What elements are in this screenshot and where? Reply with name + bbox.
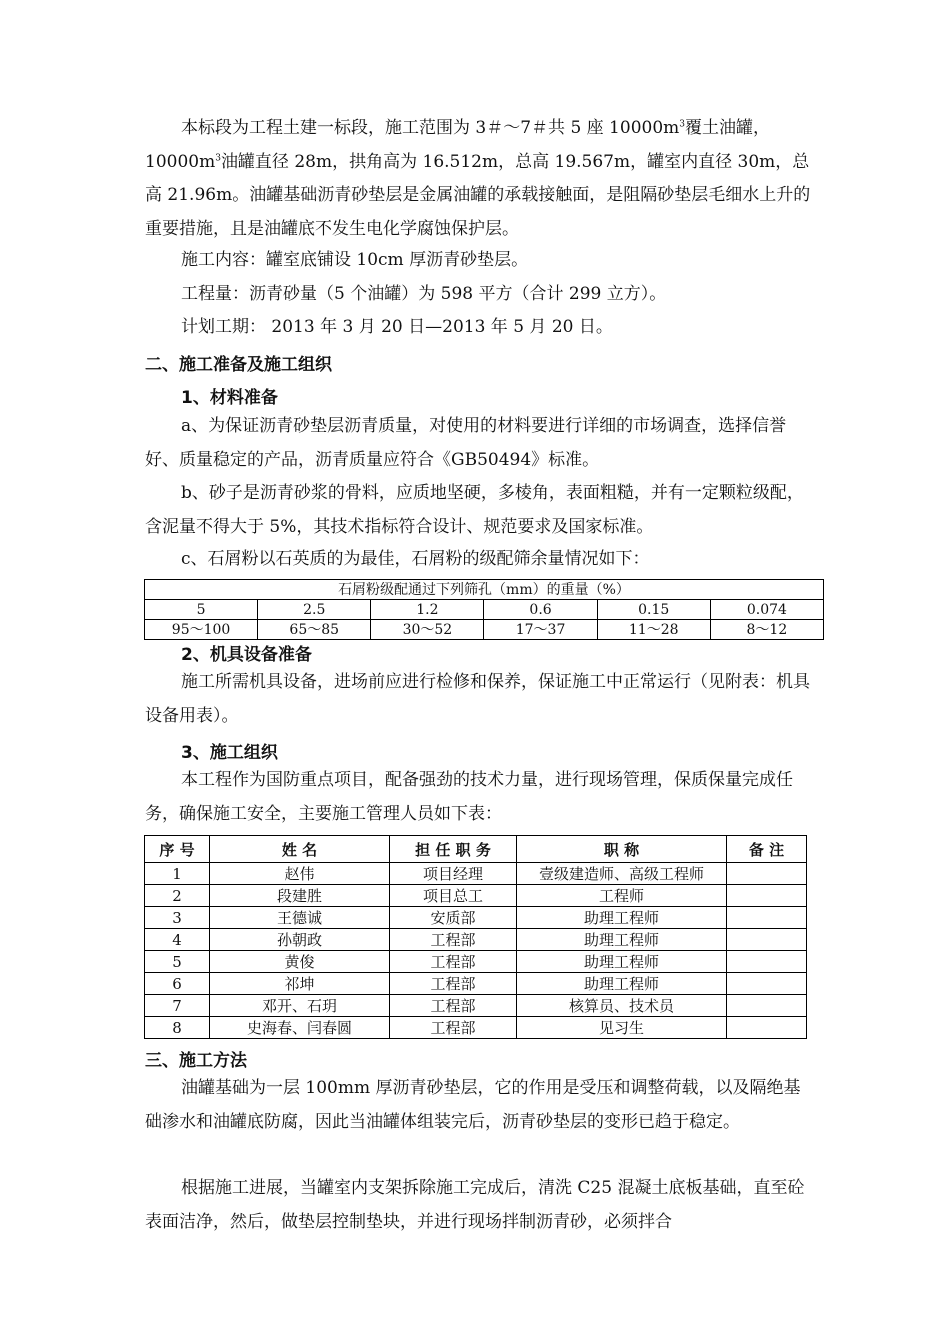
table-cell: 孙朝政 <box>210 929 390 951</box>
table-row <box>145 973 807 995</box>
sieve-range-cell: 11～28 <box>597 620 710 640</box>
table-row <box>145 929 807 951</box>
table-cell: 项目经理 <box>390 863 517 885</box>
sieve-size-cell: 0.6 <box>484 600 597 620</box>
table-cell: 4 <box>145 929 210 951</box>
sieve-size-cell: 1.2 <box>371 600 484 620</box>
table-cell <box>727 907 807 929</box>
materials-heading: 1、材料准备 <box>181 388 278 408</box>
materials-a-paragraph: a、为保证沥青砂垫层沥青质量，对使用的材料要进行详细的市场调查，选择信誉好、质量稳定的产品，沥青质量应符合《GB50494》标准。 <box>145 416 787 470</box>
sieve-size-cell: 0.15 <box>597 600 710 620</box>
table-cell: 邓开、石玥 <box>210 995 390 1017</box>
table-cell: 2 <box>145 885 210 907</box>
organization-heading: 3、施工组织 <box>181 743 278 763</box>
intro-paragraph: 本标段为工程土建一标段，施工范围为 3＃～7＃共 5 座 $10000m^3$覆土油罐，$10000m^3$油罐直径 28m，拱角高为 16.512m，总高 19.567m，罐室内直径 30m，总高 21.96m。油罐基础沥青砂垫层是金属油罐的承载接触面，是阻隔砂垫层毛细水上升的重要措施，且是油罐底不发生电化学腐蚀保护层。 <box>145 118 811 239</box>
table-cell: 助理工程师 <box>517 907 727 929</box>
table-cell: 工程部 <box>390 951 517 973</box>
quantity-paragraph: 工程量：沥青砂量（5 个油罐）为 598 平方（合计 299 立方）。 <box>181 284 667 304</box>
table-row <box>145 620 824 640</box>
materials-b-paragraph: b、砂子是沥青砂浆的骨料，应质地坚硬，多棱角，表面粗糙，并有一定颗粒级配，含泥量不得大于 5%，其技术指标符合设计、规范要求及国家标准。 <box>145 483 804 537</box>
column-header: 序 号 <box>145 836 210 863</box>
table-cell: 工程部 <box>390 995 517 1017</box>
table-row <box>145 580 824 600</box>
sieve-size-cell: 2.5 <box>258 600 371 620</box>
table-cell: 7 <box>145 995 210 1017</box>
column-header: 职 称 <box>517 836 727 863</box>
table-cell: 助理工程师 <box>517 951 727 973</box>
table-cell: 段建胜 <box>210 885 390 907</box>
equipment-heading: 2、机具设备准备 <box>181 645 312 665</box>
table-cell: 壹级建造师、高级工程师 <box>517 863 727 885</box>
table-row <box>145 1017 807 1039</box>
organization-paragraph: 本工程作为国防重点项目，配备强劲的技术力量，进行现场管理，保质保量完成任务，确保施工安全，主要施工管理人员如下表： <box>145 770 793 824</box>
table-cell: 6 <box>145 973 210 995</box>
table-cell: 1 <box>145 863 210 885</box>
sieve-table-caption: 石屑粉级配通过下列筛孔（mm）的重量（%） <box>145 580 824 600</box>
method-paragraph-1: 油罐基础为一层 100mm 厚沥青砂垫层，它的作用是受压和调整荷载，以及隔绝基础渗水和油罐底防腐，因此当油罐体组装完后，沥青砂垫层的变形已趋于稳定。 <box>145 1078 801 1132</box>
table-cell: 工程部 <box>390 1017 517 1039</box>
table-cell: 工程部 <box>390 929 517 951</box>
table-row <box>145 885 807 907</box>
staff-table <box>144 835 807 1039</box>
table-cell: 见习生 <box>517 1017 727 1039</box>
table-cell: 3 <box>145 907 210 929</box>
table-row <box>145 600 824 620</box>
table-cell <box>727 995 807 1017</box>
column-header: 担 任 职 务 <box>390 836 517 863</box>
table-cell <box>727 863 807 885</box>
table-cell: 安质部 <box>390 907 517 929</box>
table-cell <box>727 885 807 907</box>
table-row <box>145 951 807 973</box>
table-cell: 助理工程师 <box>517 929 727 951</box>
table-cell <box>727 1017 807 1039</box>
table-cell: 祁坤 <box>210 973 390 995</box>
table-cell <box>727 929 807 951</box>
equipment-paragraph: 施工所需机具设备，进场前应进行检修和保养，保证施工中正常运行（见附表：机具设备用表）。 <box>145 672 810 726</box>
sieve-size-cell: 5 <box>145 600 258 620</box>
content-paragraph: 施工内容：罐室底铺设 10cm 厚沥青砂垫层。 <box>181 250 529 270</box>
staff-table-body <box>145 863 807 1039</box>
column-header: 姓 名 <box>210 836 390 863</box>
table-row <box>145 995 807 1017</box>
materials-c-paragraph: c、石屑粉以石英质的为最佳，石屑粉的级配筛余量情况如下： <box>181 549 650 569</box>
schedule-paragraph: 计划工期： 2013 年 3 月 20 日—2013 年 5 月 20 日。 <box>181 317 613 337</box>
table-cell <box>727 951 807 973</box>
table-cell: 工程师 <box>517 885 727 907</box>
table-cell: 黄俊 <box>210 951 390 973</box>
table-cell: 史海春、闫春圆 <box>210 1017 390 1039</box>
table-cell: 赵伟 <box>210 863 390 885</box>
table-cell: 工程部 <box>390 973 517 995</box>
sieve-range-cell: 8～12 <box>710 620 823 640</box>
sieve-range-cell: 65～85 <box>258 620 371 640</box>
table-cell: 助理工程师 <box>517 973 727 995</box>
sieve-range-cell: 95～100 <box>145 620 258 640</box>
table-cell: 王德诚 <box>210 907 390 929</box>
sieve-table <box>144 579 824 640</box>
table-cell: 5 <box>145 951 210 973</box>
sieve-range-cell: 30～52 <box>371 620 484 640</box>
table-header-row <box>145 836 807 863</box>
column-header: 备 注 <box>727 836 807 863</box>
section2-heading: 二、施工准备及施工组织 <box>145 355 332 375</box>
table-cell: 核算员、技术员 <box>517 995 727 1017</box>
sieve-size-cell: 0.074 <box>710 600 823 620</box>
section3-heading: 三、施工方法 <box>145 1051 247 1071</box>
table-cell: 8 <box>145 1017 210 1039</box>
table-cell: 项目总工 <box>390 885 517 907</box>
method-paragraph-2: 根据施工进展，当罐室内支架拆除施工完成后，清洗 C25 混凝土底板基础，直至砼表面洁净，然后，做垫层控制垫块，并进行现场拌制沥青砂，必须拌合 <box>145 1178 805 1232</box>
table-row <box>145 907 807 929</box>
sieve-range-cell: 17～37 <box>484 620 597 640</box>
table-cell <box>727 973 807 995</box>
table-row <box>145 863 807 885</box>
